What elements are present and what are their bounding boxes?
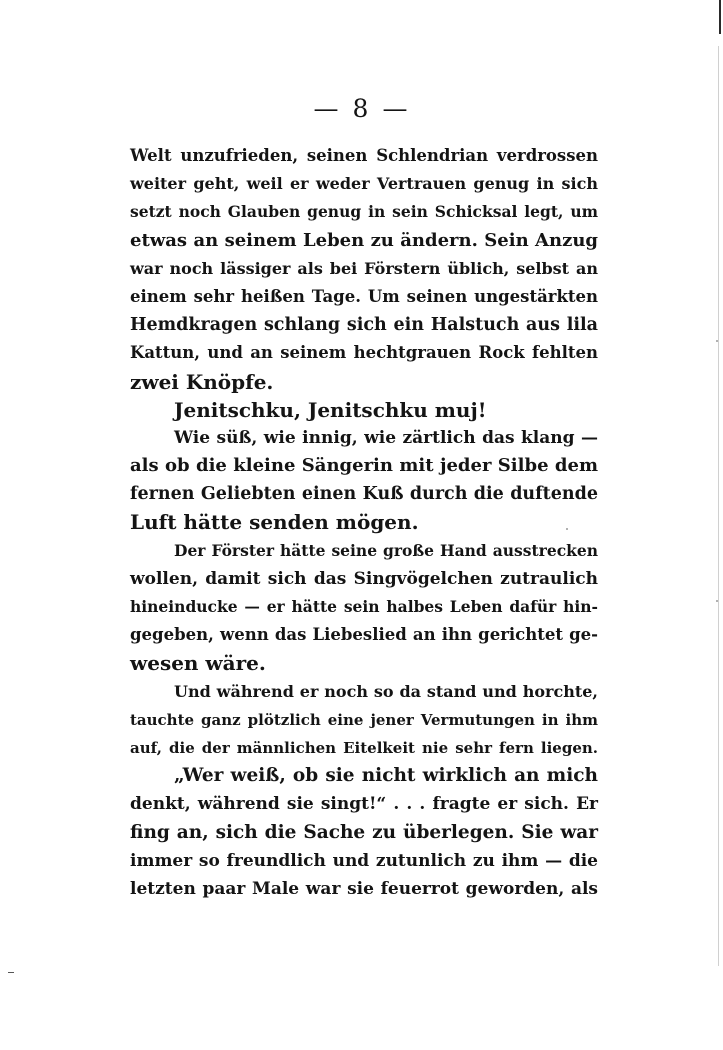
text-line: immer so freundlich und zutunlich zu ihm — die: [130, 850, 598, 871]
text-line: gegeben, wenn das Liebeslied an ihn gerichtet ge-: [130, 625, 598, 645]
text-line: Wie süß, wie innig, wie zärtlich das klang —: [174, 427, 598, 448]
page-number-dash-right: —: [382, 94, 410, 123]
text-line: Kattun, und an seinem hechtgrauen Rock fehlten: [130, 343, 598, 363]
text-line: auf, die der männlichen Eitelkeit nie sehr fern liegen.: [130, 738, 598, 757]
paper-speck: [716, 600, 718, 602]
text-line: Hemdkragen schlang sich ein Halstuch aus lila: [130, 315, 598, 336]
text-line: hineinducke — er hätte sein halbes Leben dafür hin-: [130, 597, 598, 616]
page-number-dash-left: —: [313, 94, 341, 123]
scan-edge-mark: [719, 0, 721, 34]
paper-speck: [716, 340, 718, 342]
text-line: Welt unzufrieden, seinen Schlendrian verdrossen: [130, 146, 598, 165]
text-line: „Wer weiß, ob sie nicht wirklich an mich: [174, 765, 598, 787]
text-line: als ob die kleine Sängerin mit jeder Silbe dem: [130, 455, 598, 477]
text-line: Der Förster hätte seine große Hand ausstrecken: [174, 540, 598, 560]
text-line: weiter geht, weil er weder Vertrauen genug in sich: [130, 174, 598, 194]
text-line: tauchte ganz plötzlich eine jener Vermutungen in ihm: [130, 710, 598, 729]
scan-corner-mark: [8, 972, 14, 973]
text-line: fing an, sich die Sache zu überlegen. Sie war: [130, 821, 598, 843]
page-number-header: [0, 94, 723, 124]
text-line: Und während er noch so da stand und horchte,: [174, 681, 598, 701]
text-line: denkt, während sie singt!“ . . . fragte er sich. Er: [130, 794, 598, 815]
text-line: setzt noch Glauben genug in sein Schicksal legt, um: [130, 202, 598, 222]
text-line: zwei Knöpfe.: [130, 369, 274, 394]
text-line: Luft hätte senden mögen.: [130, 510, 419, 535]
text-line: letzten paar Male war sie feuerrot geworden, als: [130, 878, 598, 899]
body-text: [130, 142, 598, 903]
text-line: fernen Geliebten einen Kuß durch die duftende: [130, 484, 598, 505]
text-line: wesen wäre.: [130, 651, 266, 676]
text-line: war noch lässiger als bei Förstern üblich, selbst an: [130, 258, 598, 278]
text-line: Jenitschku, Jenitschku muj!: [174, 397, 487, 422]
scan-edge-line: [718, 46, 719, 966]
text-line: einem sehr heißen Tage. Um seinen ungestärkten: [130, 286, 598, 306]
paper-speck: [566, 528, 568, 530]
text-line: etwas an seinem Leben zu ändern. Sein Anzug: [130, 229, 598, 251]
page-number: 8: [352, 94, 371, 123]
text-line: wollen, damit sich das Singvögelchen zutraulich: [130, 568, 598, 589]
